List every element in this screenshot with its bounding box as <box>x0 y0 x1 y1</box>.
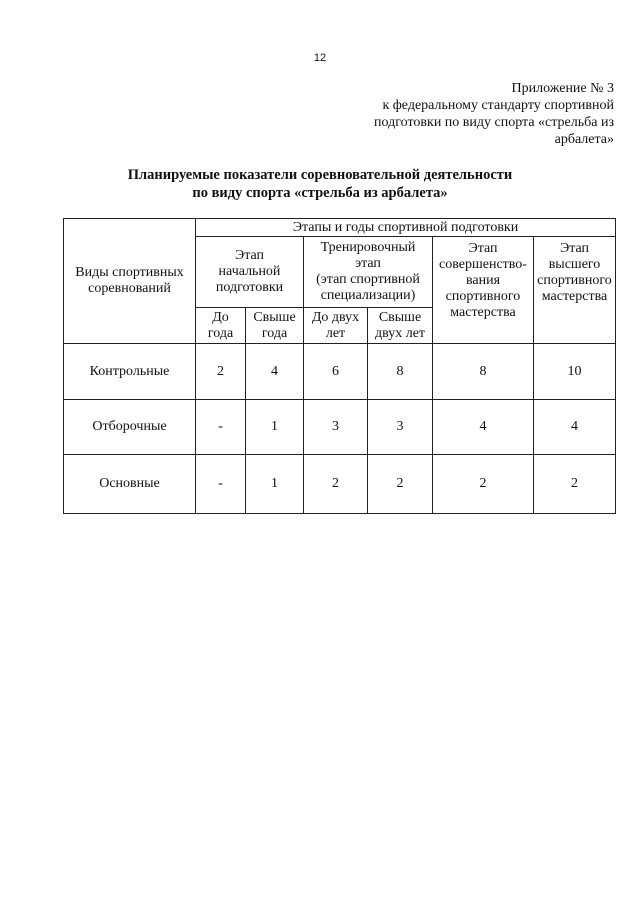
appendix-line: подготовки по виду спорта «стрельба из <box>374 115 614 130</box>
cell-value: 2 <box>368 455 433 514</box>
cell-value: 8 <box>433 344 534 400</box>
appendix-line: к федеральному стандарту спортивной <box>382 98 614 113</box>
page-number: 12 <box>313 52 327 64</box>
cell-value: - <box>196 400 246 455</box>
stages-header: Этапы и годы спортивной подготовки <box>196 219 616 237</box>
cell-value: 2 <box>534 455 616 514</box>
table-row <box>64 400 616 455</box>
cell-value: 3 <box>368 400 433 455</box>
row-kind: Контрольные <box>64 344 196 400</box>
cell-value: - <box>196 455 246 514</box>
sub-up-to-year-header: До года <box>196 308 246 344</box>
cell-value: 4 <box>534 400 616 455</box>
sub-up-to-two-years-header: До двух лет <box>304 308 368 344</box>
appendix-line: Приложение № 3 <box>511 81 614 96</box>
cell-value: 4 <box>246 344 304 400</box>
sub-over-year-header: Свыше года <box>246 308 304 344</box>
table-row <box>64 455 616 514</box>
competition-table <box>63 218 616 514</box>
cell-value: 1 <box>246 455 304 514</box>
appendix-note <box>314 80 614 148</box>
stage-initial-header: Этап начальной подготовки <box>196 237 304 308</box>
cell-value: 2 <box>304 455 368 514</box>
table-row <box>64 344 616 400</box>
cell-value: 2 <box>433 455 534 514</box>
stage-higher-header: Этап высшего спортивного мастерства <box>534 237 616 344</box>
header-row <box>64 219 616 237</box>
title-line: Планируемые показатели соревновательной деятельности <box>127 167 513 183</box>
stage-improvement-header: Этап совершенство- вания спортивного мастерства <box>433 237 534 344</box>
title-line: по виду спорта «стрельба из арбалета» <box>192 185 448 201</box>
cell-value: 1 <box>246 400 304 455</box>
stage-training-header: Тренировочный этап (этап спортивной специализации) <box>304 237 433 308</box>
cell-value: 8 <box>368 344 433 400</box>
appendix-line: арбалета» <box>554 132 614 147</box>
col-kinds-header: Виды спортивных соревнований <box>64 219 196 344</box>
row-kind: Отборочные <box>64 400 196 455</box>
cell-value: 6 <box>304 344 368 400</box>
row-kind: Основные <box>64 455 196 514</box>
cell-value: 2 <box>196 344 246 400</box>
sub-over-two-years-header: Свыше двух лет <box>368 308 433 344</box>
document-title <box>0 166 640 202</box>
cell-value: 10 <box>534 344 616 400</box>
cell-value: 4 <box>433 400 534 455</box>
cell-value: 3 <box>304 400 368 455</box>
